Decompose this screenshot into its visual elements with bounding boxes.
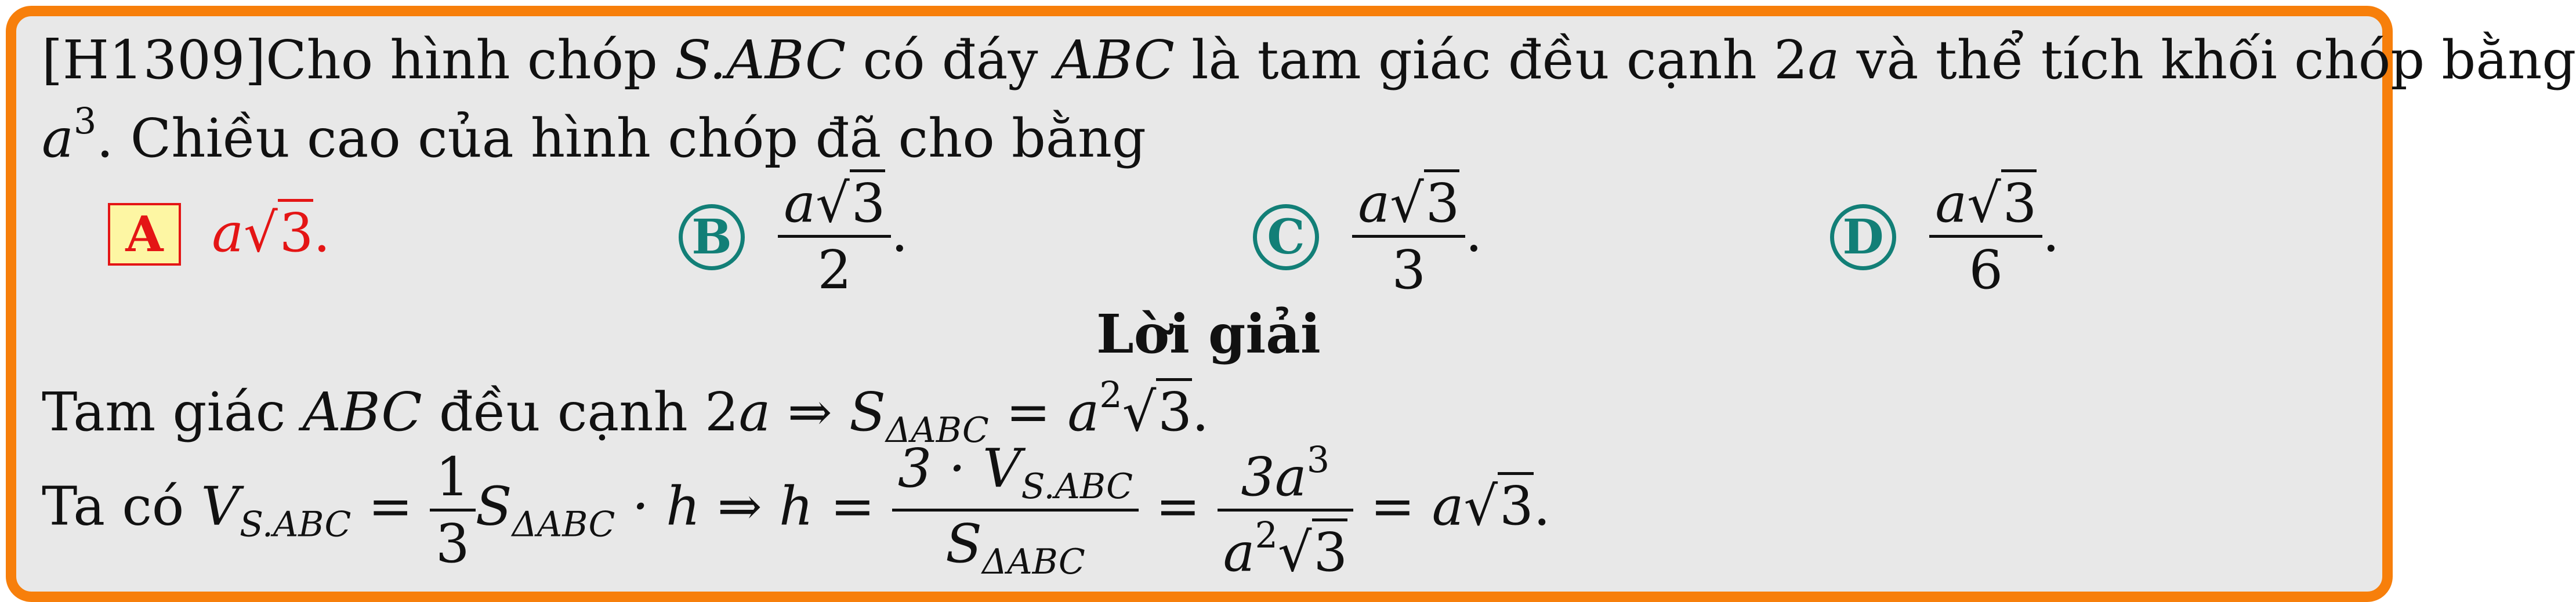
- option-a[interactable]: [108, 203, 331, 266]
- option-c-value: $\frac{a√3}{3}$: [1352, 177, 1465, 297]
- question-line-1: [H1309]Cho hình chóp S.ABC có đáy ABC là tam giác đều cạnh 2a và thể tích khối chóp bằng: [42, 29, 2576, 91]
- option-c-label: C: [1253, 204, 1319, 270]
- option-d[interactable]: D $\frac{a√3}{6}$ .: [1830, 177, 2060, 297]
- solution-heading: Lời giải: [1096, 303, 1321, 365]
- solution-line-2: Ta có $V_{S.ABC}$ = $\frac{1}{3}$ $S_{\Delta ABC} \cdot h$ ⇒ h = $\frac{3 \cdot V_{S.ABC}}{S_{\Delta ABC}}$ = $\frac{3a^3}{a^2√3}$ = a√3.: [42, 437, 1550, 583]
- solution-line-1: Tam giác ABC đều cạnh 2a ⇒ $S_{\Delta ABC} = a^2√3$.: [42, 373, 1209, 451]
- question-code: [H1309]: [42, 29, 266, 91]
- option-d-label: D: [1830, 204, 1896, 270]
- option-b[interactable]: B $\frac{a√3}{2}$ .: [679, 177, 908, 297]
- option-b-label: B: [679, 204, 745, 270]
- option-b-value: $\frac{a√3}{2}$: [778, 177, 891, 297]
- option-c[interactable]: C $\frac{a√3}{3}$ .: [1253, 177, 1483, 297]
- option-a-label: A: [108, 203, 181, 266]
- question-line-2: $a^3$. Chiều cao của hình chóp đã cho bằng: [42, 100, 1146, 169]
- option-d-value: $\frac{a√3}{6}$: [1929, 177, 2042, 297]
- option-a-value: a√3.: [212, 202, 330, 264]
